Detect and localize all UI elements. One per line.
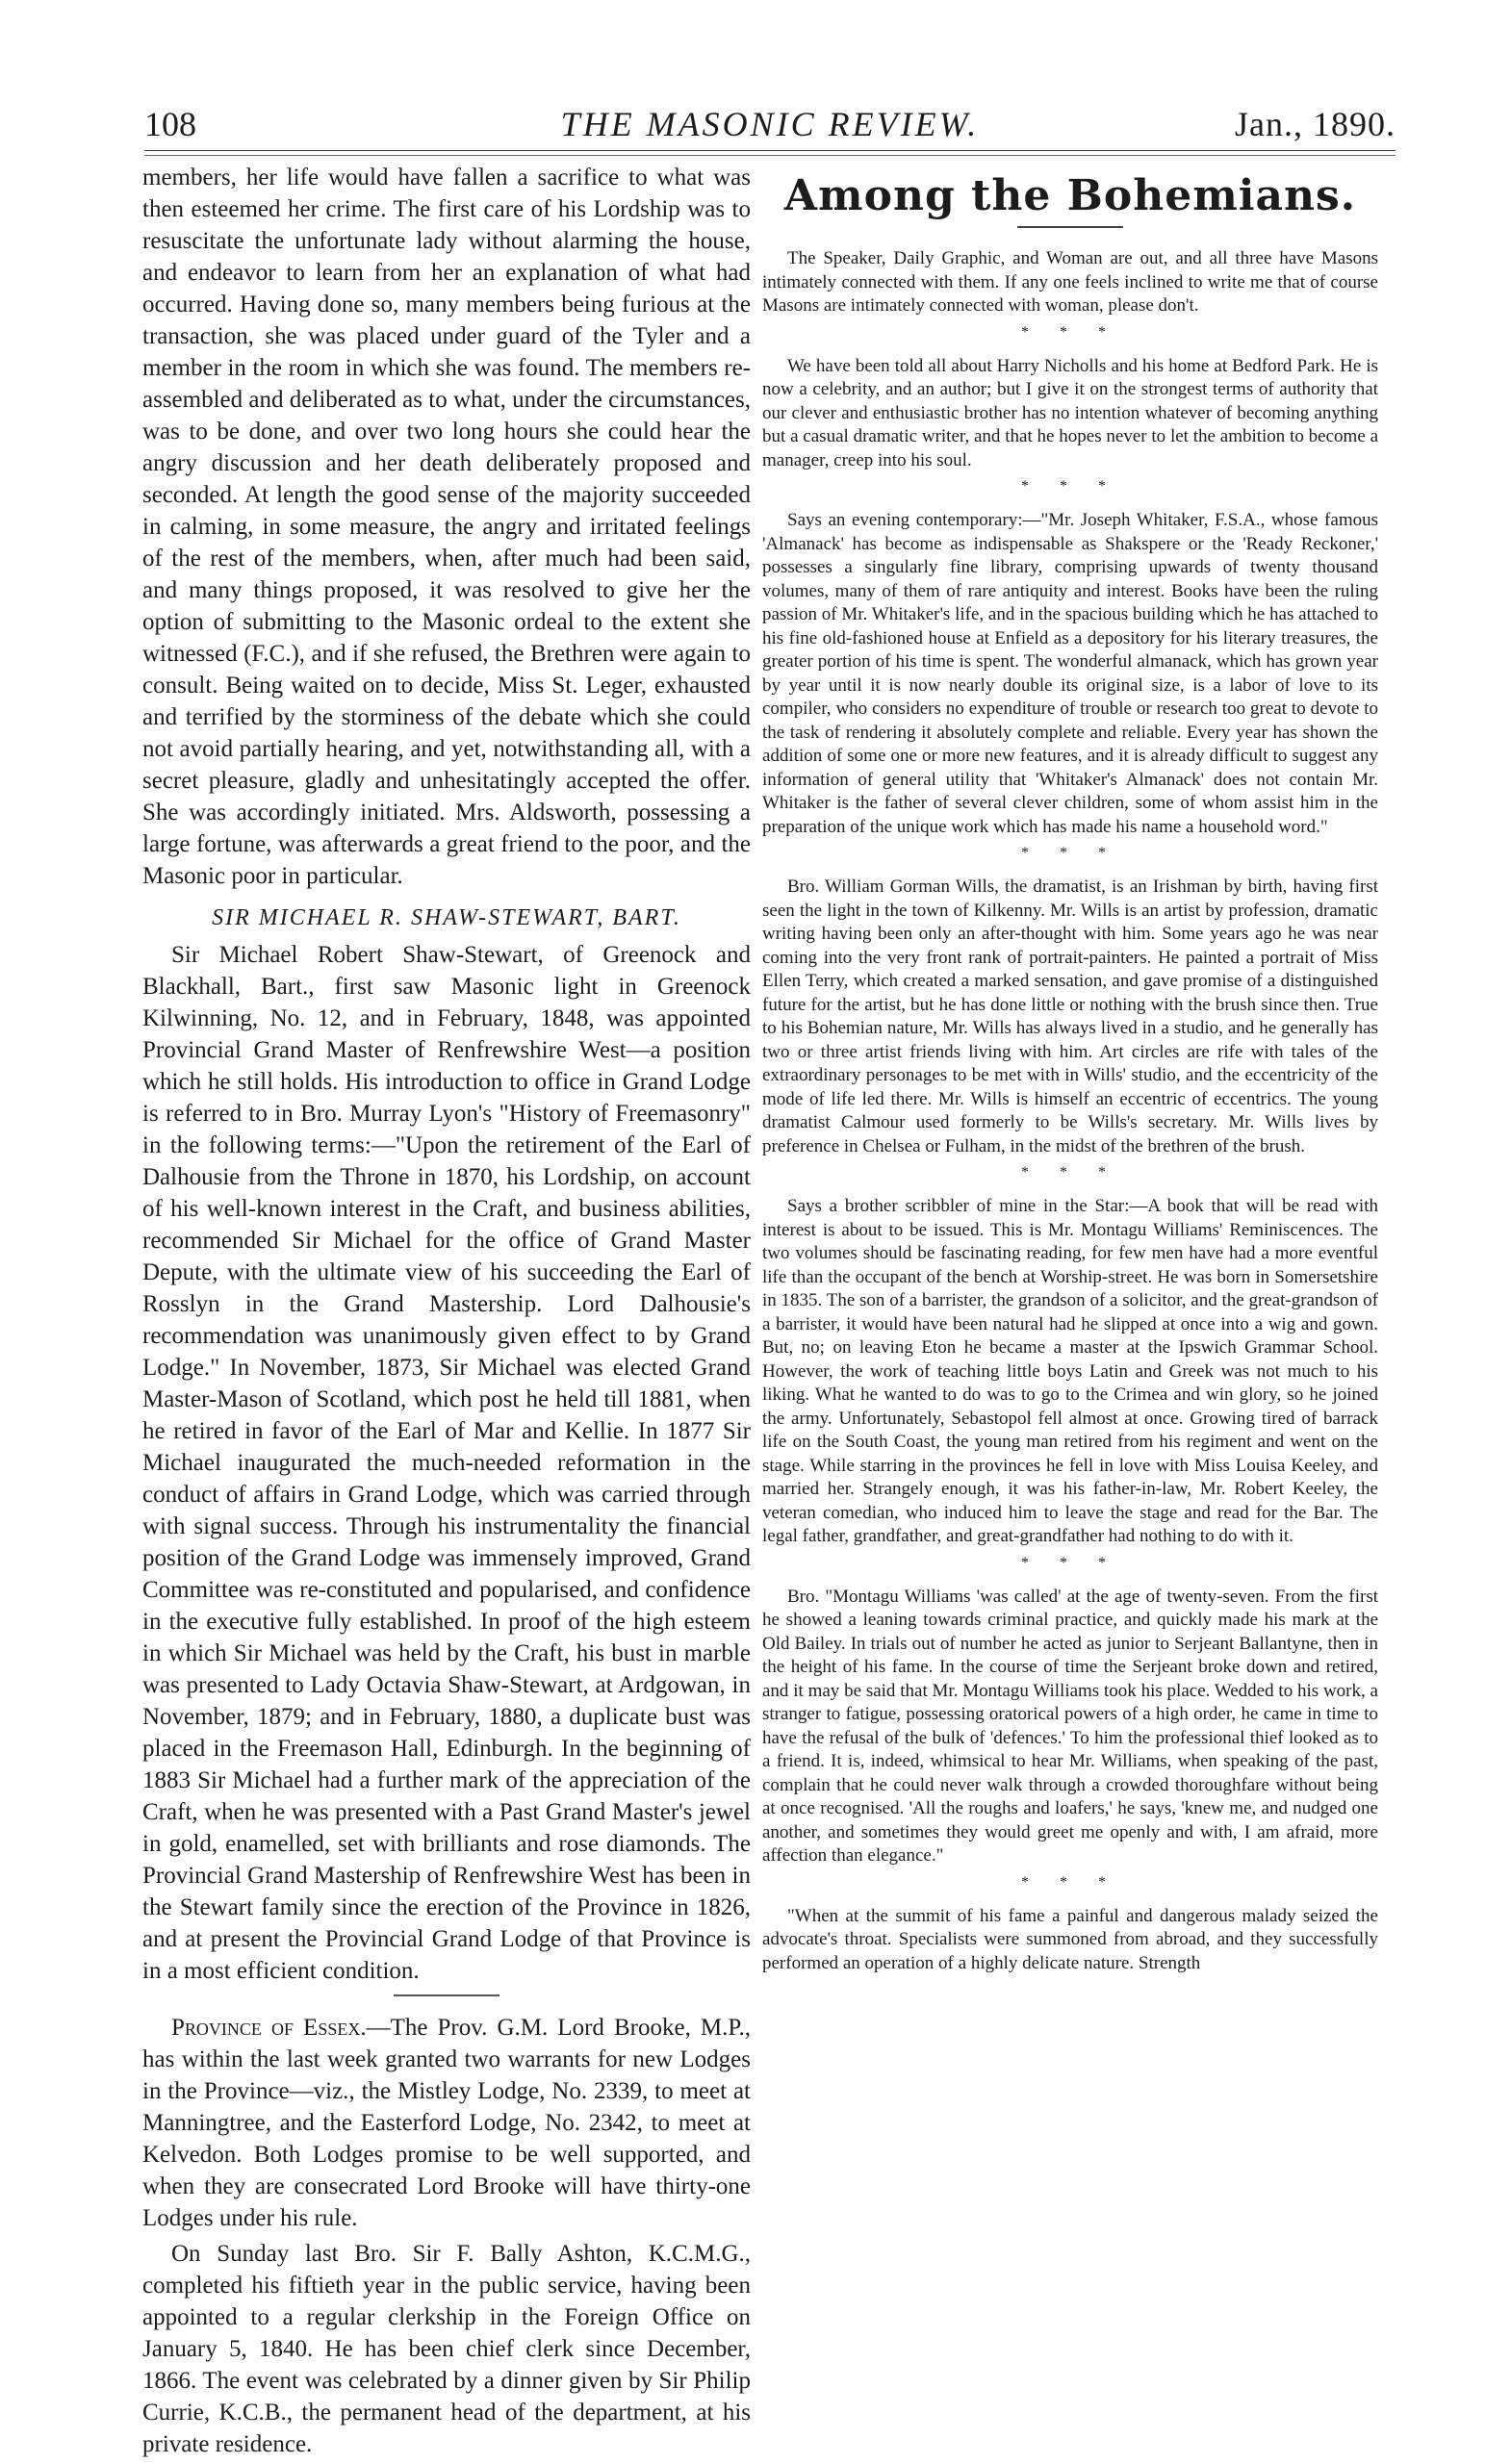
title-rule xyxy=(1017,226,1123,228)
column-item: "When at the summit of his fame a painful and dangerous malady seized the advocate's throat. Specialists were summoned from abroad, and they successfully performed an operation of a highly delicate nature. Strength xyxy=(762,1905,1378,1973)
run-in-heading: Province of Essex. xyxy=(171,2015,367,2041)
section-subheading: SIR MICHAEL R. SHAW-STEWART, BART. xyxy=(212,905,681,930)
column-item: Bro. William Gorman Wills, the dramatist, is an Irishman by birth, having first seen the light in the town of Kilkenny. Mr. Wills is an artist by profession, dramatic writing having been only an after-thought with him. Some years ago he was near coming into the very front rank of portrait-painters. He painted a portrait of Miss Ellen Terry, which created a marked sensation, and gave promise of a distinguished future for the artist, but he has done little or nothing with the brush since then. True to his Bohemian nature, Mr. Wills has always lived in a studio, and he generally has two or three artist friends living with him. Art circles are rife with tales of the extraordinary personages to be met with in Wills' studio, and the eccentricity of the mode of life led there. Mr. Wills is himself an eccentric of eccentrics. The young dramatist Calmour used formerly to be Wills's secretary. Mr. Wills lives by preference in Chelsea or Fulham, in the midst of the brethren of the brush. xyxy=(762,876,1378,1156)
news-text: —The Prov. G.M. Lord Brooke, M.P., has within the last week granted two warrants for new Lodges in the Province—viz., the Mistley Lodge, No. 2339, to meet at Manningtree, and the Easterford Lodge, No. 2342, to meet at Kelvedon. Both Lodges promise to be well supported, and when they are consecrated Lord Brooke will have thirty-one Lodges under his rule. xyxy=(142,2015,751,2231)
journal-title: THE MASONIC REVIEW. xyxy=(560,105,980,143)
column-item: Says a brother scribbler of mine in the Star:—A book that will be read with interest is about to be issued. This is Mr. Montagu Williams' Reminiscences. The two volumes should be fascinating reading, for few men have had a more eventful life than the occupant of the bench at Worship-street. He was born in Somersetshire in 1835. The son of a barrister, the grandson of a solicitor, and the great-grandson of a barrister, it would have been natural had he slipped at once into a wig and gown. But, no; on leaving Eton he became a master at the Ipswich Grammar School. However, the work of teaching little boys Latin and Greek was not much to his liking. What he wanted to do was to go to the Crimea and win glory, so he joined the army. Unfortunately, Sebastopol fell almost at once. Growing tired of barrack life on the South Coast, the young man retired from his regiment and went on the stage. While starring in the provinces he fell in love with Miss Louisa Keeley, and married her. Strangely enough, it was his father-in-law, Mr. Robert Keeley, the veteran comedian, who induced him to leave the stage and read for the Bar. The legal father, grandfather, and great-grandfather had nothing to do with it. xyxy=(762,1196,1378,1546)
column-item: We have been told all about Harry Nicholls and his home at Bedford Park. He is now a celebrity, and an author; but I give it on the strongest terms of authority that our clever and enthusiastic brother has no intention whatever of becoming anything but a casual dramatic writer, and that he hopes never to let the ambition to become a manager, creep into his soul. xyxy=(762,355,1378,470)
column-item: Says an evening contemporary:—"Mr. Joseph Whitaker, F.S.A., whose famous 'Almanack' has become as indispensable as Shakspere or the 'Ready Reckoner,' possesses a singularly fine library, comprising upwards of twenty thousand volumes, many of them of rare antiquity and interest. Books have been the ruling passion of Mr. Whitaker's life, and in the spacious building which he has attached to his fine old-fashioned house at Enfield as a depository for his literary treasures, the greater portion of his time is spent. The wonderful almanack, which has grown year by year until it is now nearly double its original size, is a labor of love to its compiler, who considers no expenditure of trouble or research too great to devote to the task of rendering it absolutely complete and reliable. Every year has shown the addition of some one or more new features, and it is already difficult to suggest any information of general utility that 'Whitaker's Almanack' does not contain Mr. Whitaker is the father of several clever children, some of whom assist him in the preparation of the unique work which has made his name a household word." xyxy=(762,510,1378,837)
issue-date: Jan., 1890. xyxy=(1235,105,1396,143)
asterism: * * * xyxy=(1021,478,1119,495)
section-title: Among the Bohemians. xyxy=(783,171,1357,220)
column-item: Bro. "Montagu Williams 'was called' at the age of twenty-seven. From the first he showed a leaning towards criminal practice, and quickly made his mark at the Old Bailey. In trials out of number he acted as junior to Serjeant Ballantyne, then in the height of his fame. In the course of time the Serjeant broke down and retired, and it may be said that Mr. Montagu Williams took his place. Wedded to his work, a stranger to fatigue, possessing oratorical powers of a high order, he came in time to have the refusal of the bulk of 'defences.' To him the professional thief looked as to a friend. It is, indeed, whimsical to hear Mr. Williams, when speaking of the past, complain that he could never walk through a crowded thoroughfare without being at once recognised. 'All the roughs and loafers,' he says, 'knew me, and nudged one another, and sometimes they would greet me openly and with, I am afraid, more affection than elegance." xyxy=(762,1586,1378,1866)
asterism: * * * xyxy=(1021,323,1119,341)
news-paragraph xyxy=(142,2012,751,2234)
asterism: * * * xyxy=(1021,845,1119,861)
right-column xyxy=(762,162,1378,1981)
asterism: * * * xyxy=(1021,1164,1119,1181)
article-paragraph: members, her life would have fallen a sacrifice to what was then esteemed her crime. The first care of his Lordship was to resuscitate the unfortunate lady without alarming the house, and endeavor to learn from her an explanation of what had occurred. Having done so, many members being furious at the transaction, she was placed under guard of the Tyler and a member in the room in which she was found. The members re-assembled and deliberated as to what, under the circumstances, was to be done, and over two long hours she could hear the angry discussion and her death deliberately proposed and seconded. At length the good sense of the majority succeeded in calming, in some measure, the angry and irritated feelings of the rest of the members, when, after much had been said, and many things proposed, it was resolved to give her the option of submitting to the Masonic ordeal to the extent she witnessed (F.C.), and if she refused, the Brethren were again to consult. Being waited on to decide, Miss St. Leger, exhausted and terrified by the storminess of the debate which she could not avoid partially hearing, and yet, notwithstanding all, with a secret pleasure, gladly and unhesitatingly accepted the offer. She was accordingly initiated. Mrs. Aldsworth, possessing a large fortune, was afterwards a great friend to the poor, and the Masonic poor in particular. xyxy=(142,165,751,889)
header-rule xyxy=(144,150,1396,151)
asterism: * * * xyxy=(1021,1873,1119,1891)
page-number: 108 xyxy=(144,105,196,143)
header-rule-thin xyxy=(144,155,1396,156)
running-header xyxy=(144,104,1396,142)
asterism: * * * xyxy=(1021,1554,1119,1571)
column-item: The Speaker, Daily Graphic, and Woman are out, and all three have Masons intimately connected with them. If any one feels inclined to write me that of course Masons are intimately connected with woman, please don't. xyxy=(762,248,1378,316)
article-paragraph: Sir Michael Robert Shaw-Stewart, of Greenock and Blackhall, Bart., first saw Masonic light in Greenock Kilwinning, No. 12, and in February, 1848, was appointed Provincial Grand Master of Renfrewshire West—a position which he still holds. His introduction to office in Grand Lodge is referred to in Bro. Murray Lyon's "History of Freemasonry" in the following terms:—"Upon the retirement of the Earl of Dalhousie from the Throne in 1870, his Lordship, on account of his well-known interest in the Craft, and business abilities, recommended Sir Michael for the office of Grand Master Depute, with the ultimate view of his succeeding the Earl of Rosslyn in the Grand Mastership. Lord Dalhousie's recommendation was unanimously given effect to by Grand Lodge." In November, 1873, Sir Michael was elected Grand Master-Mason of Scotland, which post he held till 1881, when he retired in favor of the Earl of Mar and Kellie. In 1877 Sir Michael inaugurated the much-needed reformation in the conduct of affairs in Grand Lodge, which was carried through with signal success. Through his instrumentality the financial position of the Grand Lodge was immensely improved, Grand Committee was re-constituted and popularised, and confidence in the executive fully established. In proof of the high esteem in which Sir Michael was held by the Craft, his bust in marble was presented to Lady Octavia Shaw-Stewart, at Ardgowan, in November, 1879; and in February, 1880, a duplicate bust was placed in the Freemason Hall, Edinburgh. In the beginning of 1883 Sir Michael had a further mark of the appreciation of the Craft, when he was presented with a Past Grand Master's jewel in gold, enamelled, set with brilliants and rose diamonds. The Provincial Grand Mastership of Renfrewshire West has been in the Stewart family since the erection of the Province in 1826, and at present the Provincial Grand Lodge of that Province is in a most efficient condition. xyxy=(142,942,751,1984)
news-paragraph: On Sunday last Bro. Sir F. Bally Ashton, K.C.M.G., completed his fiftieth year in the public service, having been appointed to a regular clerkship in the Foreign Office on January 5, 1840. He has been chief clerk since December, 1866. The event was celebrated by a dinner given by Sir Philip Currie, K.C.B., the permanent head of the department, at his private residence. xyxy=(142,2241,751,2457)
left-column xyxy=(142,162,751,2464)
section-divider xyxy=(394,1994,499,1996)
